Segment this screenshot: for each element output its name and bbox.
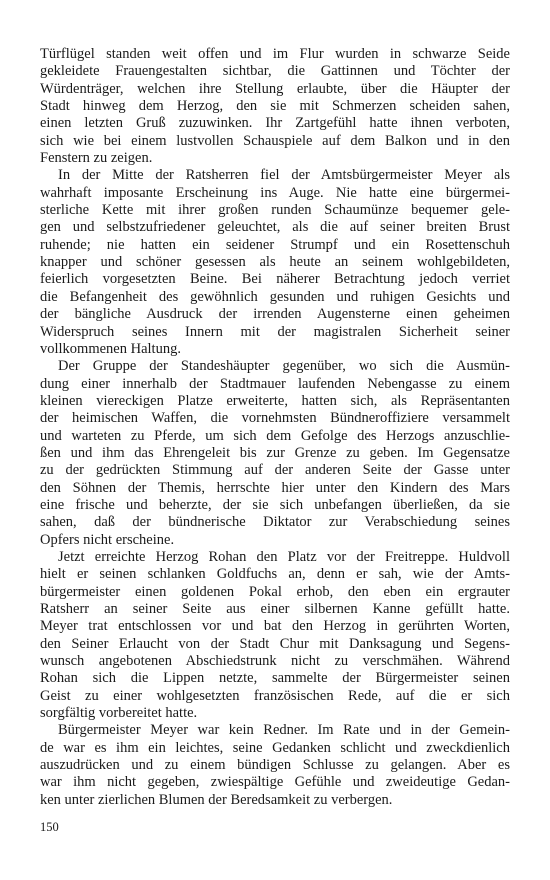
- paragraph: [40, 722, 510, 809]
- text-line: Stadt hinweg dem Herzog, den sie mit Schmerzen scheiden sahen,: [40, 98, 510, 115]
- text-line: der heimischen Waffen, die vornehmsten Bündneroffiziere versammelt: [40, 410, 510, 427]
- text-line: Widerspruch seines Innern mit der magistralen Sicherheit seiner: [40, 323, 510, 340]
- text-line: knapper und schöner gesessen als heute an seinem wohlgebildeten,: [40, 254, 510, 271]
- text-line: den Söhnen der Themis, herrschte hier unter den Kindern des Mars: [40, 479, 510, 496]
- text-line: Jetzt erreichte Herzog Rohan den Platz vor der Freitreppe. Huldvoll: [58, 548, 510, 565]
- text-line: wahrhaft imposante Erscheinung ins Auge. Nie hatte eine bürgermei-: [40, 184, 510, 201]
- text-line: auszudrücken und zu einem bündigen Schlusse zu gelangen. Aber es: [40, 757, 510, 774]
- text-line: feierlich vorgesetzten Beine. Bei näherer Betrachtung jedoch verriet: [40, 271, 510, 288]
- page-number: 150: [40, 820, 59, 834]
- text-line: sorgfältig vorbereitet hatte.: [40, 705, 198, 722]
- text-line: wunsch angebotenen Abschiedstrunk nicht zu verschmähen. Während: [40, 653, 510, 670]
- text-line: eine frische und beherzte, der sie sich unbefangen überließen, da sie: [40, 496, 510, 513]
- text-line: Der Gruppe der Standeshäupter gegenüber, wo sich die Ausmün-: [58, 358, 510, 375]
- text-line: Geist zu einer wohlgesetzten französischen Rede, auf die er sich: [40, 687, 510, 704]
- text-line: Fenstern zu zeigen.: [40, 150, 153, 167]
- text-line: Türflügel standen weit offen und im Flur wurden in schwarze Seide: [40, 46, 510, 62]
- text-line: hielt er seinen schlanken Goldfuchs an, denn er sah, wie der Amts-: [40, 566, 510, 583]
- text-line: gekleidete Frauengestalten sichtbar, die Gattinnen und Töchter der: [40, 63, 510, 80]
- text-line: den Seiner Erlaucht von der Stadt Chur mit Danksagung und Segens-: [40, 635, 510, 652]
- text-line: ken unter zierlichen Blumen der Beredsamkeit zu verbergen.: [40, 791, 393, 808]
- text-line: gen und selbstzufriedener geleuchtet, als die auf seiner breiten Brust: [40, 219, 510, 236]
- text-line: kleinen viereckigen Platze erweiterte, hatten sich, als Repräsentanten: [40, 392, 510, 409]
- text-line: sterliche Kette mit ihrer großen runden Schaumünze bequemer gele-: [40, 202, 510, 219]
- text-line: Würdenträger, welchen ihre Stellung erlaubte, über die Häupter der: [40, 80, 510, 97]
- text-line: Rohan sich die Lippen netzte, sammelte der Bürgermeister seinen: [40, 670, 510, 687]
- text-line: Ratsherr an seiner Seite aus einer silbernen Kanne gefüllt hatte.: [40, 601, 510, 617]
- text-line: der bängliche Ausdruck der irrenden Augensterne einen geheimen: [40, 306, 510, 323]
- text-line: Bürgermeister Meyer war kein Redner. Im Rate und in der Gemein-: [58, 722, 510, 739]
- text-line: sich wie bei einem lustvollen Schauspiele auf dem Balkon und in den: [40, 132, 510, 149]
- text-line: In der Mitte der Ratsherren fiel der Amtsbürgermeister Meyer als: [58, 167, 510, 184]
- text-line: vollkommenen Haltung.: [40, 340, 181, 357]
- text-line: die Befangenheit des gewöhnlich gesunden und ruhigen Gesichts und: [40, 288, 510, 305]
- text-line: Opfers nicht erscheine.: [40, 531, 175, 548]
- text-line: zu der gedrückten Stimmung auf der anderen Seite der Gasse unter: [40, 462, 510, 479]
- text-line: dung einer innerhalb der Stadtmauer laufenden Nebengasse zu einem: [40, 375, 510, 392]
- text-line: einen letzten Gruß zuzuwinken. Ihr Zartgefühl hatte ihnen verboten,: [40, 115, 510, 132]
- text-line: ßen und ihm das Ehrengeleit bis zur Grenze zu geben. Im Gegensatze: [40, 444, 510, 461]
- paragraph: [40, 358, 510, 549]
- text-line: Meyer trat entschlossen vor und bat den Herzog in gerührten Worten,: [40, 618, 510, 635]
- paragraph: [40, 167, 510, 358]
- paragraph: [40, 46, 510, 167]
- paragraph: [40, 549, 510, 722]
- text-line: ruhende; nie hatten ein seidener Strumpf und ein Rosettenschuh: [40, 236, 510, 253]
- text-line: bürgermeister einen goldenen Pokal erhob, den eben ein ergrauter: [40, 583, 510, 600]
- text-line: sahen, daß der bündnerische Diktator zur Verabschiedung seines: [40, 514, 510, 531]
- text-line: war ihm nicht gegeben, zwiespältige Gefühle und zweideutige Gedan-: [40, 774, 510, 791]
- text-line: und warteten zu Pferde, um sich dem Gefolge des Herzogs anzuschlie-: [40, 427, 510, 444]
- text-line: de war es ihm ein leichtes, seine Gedanken schlicht und zweckdienlich: [40, 739, 510, 756]
- body-text: [40, 46, 510, 809]
